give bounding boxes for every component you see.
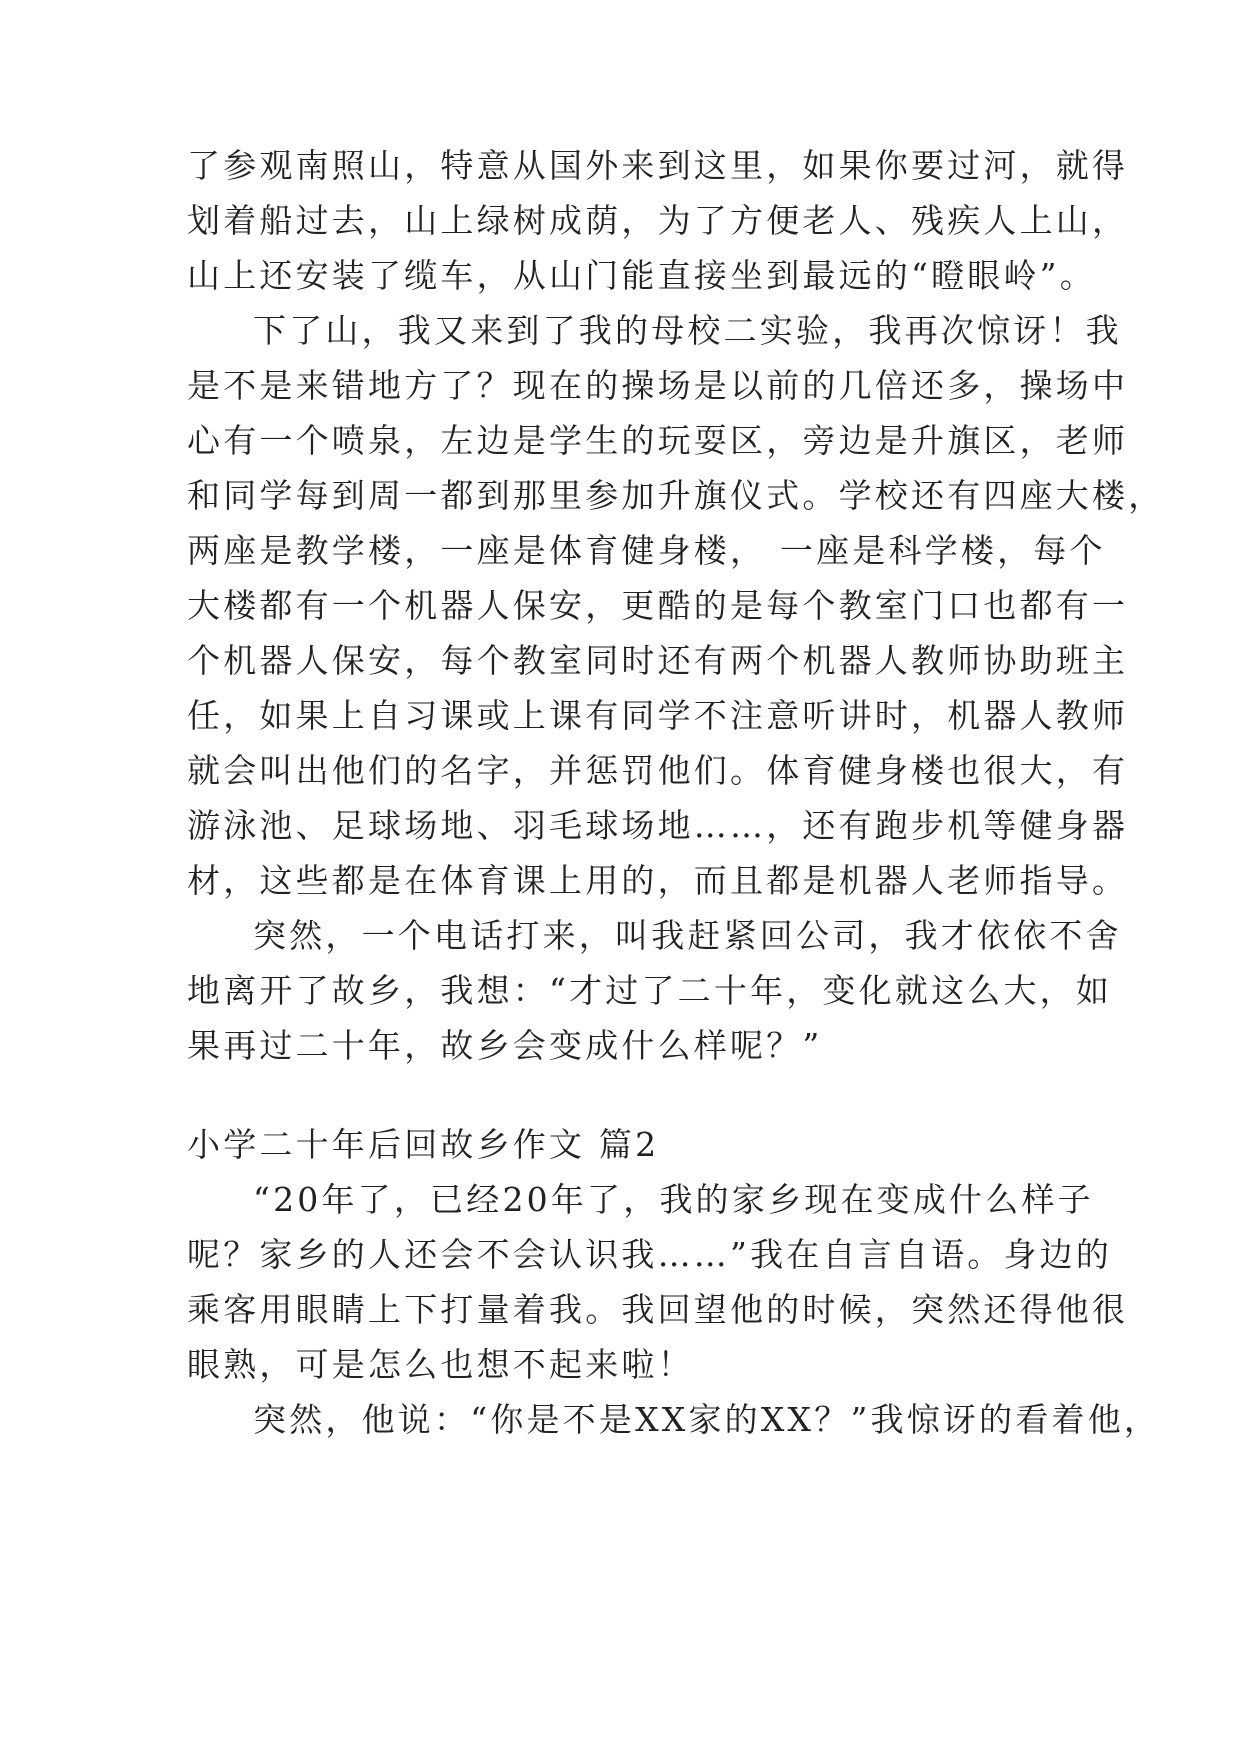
paragraph-line: 两座是教学楼，一座是体育健身楼， 一座是科学楼，每个 (187, 531, 1106, 570)
paragraph-line: 乘客用眼睛上下打量着我。我回望他的时候，突然还得他很 (187, 1290, 1129, 1329)
paragraph-line: 就会叫出他们的名字，并惩罚他们。体育健身楼也很大，有 (187, 751, 1129, 790)
paragraph-line: 突然，他说：“你是不是XX家的XX？”我惊讶的看着他， (253, 1400, 1161, 1439)
paragraph-line: 游泳池、足球场地、羽毛球场地……，还有跑步机等健身器 (187, 806, 1129, 845)
paragraph-line: 个机器人保安，每个教室同时还有两个机器人教师协助班主 (187, 641, 1129, 680)
paragraph-line: 山上还安装了缆车，从山门能直接坐到最远的“瞪眼岭”。 (187, 256, 1096, 295)
paragraph-line: 突然，一个电话打来，叫我赶紧回公司，我才依依不舍 (253, 916, 1122, 955)
paragraph-line: 心有一个喷泉，左边是学生的玩耍区，旁边是升旗区，老师 (187, 421, 1129, 460)
paragraph-line: 任，如果上自习课或上课有同学不注意听讲时，机器人教师 (187, 696, 1129, 735)
paragraph-line: “20年了，已经20年了，我的家乡现在变成什么样子 (253, 1180, 1094, 1219)
section-title: 小学二十年后回故乡作文 篇2 (187, 1125, 660, 1164)
paragraph-line: 材，这些都是在体育课上用的，而且都是机器人老师指导。 (187, 861, 1129, 900)
paragraph-line: 下了山，我又来到了我的母校二实验，我再次惊讶！我 (253, 311, 1122, 350)
paragraph-line: 眼熟，可是怎么也想不起来啦！ (187, 1345, 694, 1384)
paragraph-line: 是不是来错地方了？现在的操场是以前的几倍还多，操场中 (187, 366, 1129, 405)
paragraph-line: 了参观南照山，特意从国外来到这里，如果你要过河，就得 (187, 146, 1129, 185)
paragraph-line: 地离开了故乡，我想：“才过了二十年，变化就这么大，如 (187, 971, 1113, 1010)
paragraph-line: 果再过二十年，故乡会变成什么样呢？” (187, 1026, 823, 1065)
paragraph-line: 呢？家乡的人还会不会认识我……”我在自言自语。身边的 (187, 1235, 1113, 1274)
paragraph-line: 大楼都有一个机器人保安，更酷的是每个教室门口也都有一 (187, 586, 1129, 625)
paragraph-line: 划着船过去，山上绿树成荫，为了方便老人、残疾人上山， (187, 201, 1129, 240)
paragraph-line: 和同学每到周一都到那里参加升旗仪式。学校还有四座大楼， (187, 476, 1165, 515)
